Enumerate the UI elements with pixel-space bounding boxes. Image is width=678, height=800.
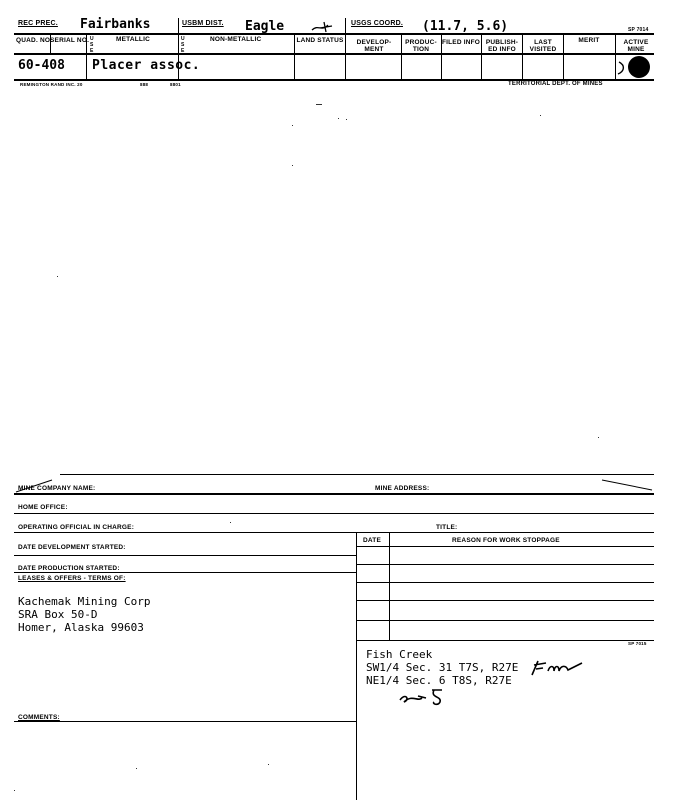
operating-official-label: OPERATING OFFICIAL IN CHARGE: (18, 524, 135, 531)
usbm-dist-value: Eagle (245, 19, 285, 34)
handwritten-initials-icon (528, 655, 584, 679)
usgs-coord-value: (11.7, 5.6) (422, 19, 509, 34)
location-lines (366, 648, 518, 687)
footer-department: TERRITORIAL DEPT. OF MINES (508, 81, 603, 87)
non-metallic-header: NON-METALLIC (210, 36, 262, 43)
home-office-label: HOME OFFICE: (18, 504, 68, 511)
leases-offers-label: LEASES & OFFERS - TERMS OF: (18, 575, 126, 582)
leases-lines (18, 595, 150, 634)
development-header: DEVELOP- MENT (356, 39, 392, 53)
leases-line-1: Kachemak Mining Corp (18, 595, 151, 608)
handwritten-signature-icon (396, 686, 454, 708)
last-visited-header: LAST VISITED (529, 39, 557, 53)
usgs-coord-label: USGS COORD. (351, 20, 403, 27)
metallic-value: Placer assoc. (92, 58, 201, 73)
serial-no-header: SERIAL NO. (50, 37, 90, 44)
production-header: PRODUC- TION (405, 39, 437, 53)
footer-code-2: 8801 (170, 82, 181, 87)
comments-label: COMMENTS: (18, 714, 60, 721)
title-label: TITLE: (436, 524, 458, 531)
reason-column-header: REASON FOR WORK STOPPAGE (452, 537, 560, 544)
published-info-header: PUBLISH- ED INFO (485, 39, 519, 53)
usbm-dist-label: USBM DIST. (182, 20, 224, 27)
form-number-bottom: SP 7015 (628, 641, 647, 646)
quad-no-header: QUAD. NO. (16, 37, 53, 44)
use-header-metallic: U S E (90, 36, 94, 54)
mine-address-label: MINE ADDRESS: (375, 485, 430, 492)
land-status-header: LAND STATUS (296, 37, 344, 44)
leases-line-3: Homer, Alaska 99603 (18, 621, 144, 634)
active-mine-header: ACTIVE MINE (623, 39, 649, 53)
use-header-nonmetallic: U S E (181, 36, 185, 54)
quad-serial-value: 60-408 (18, 58, 65, 73)
merit-header: MERIT (578, 37, 600, 44)
footer-printer: REMINGTON RAND INC. 20 (20, 82, 83, 87)
form-number: SP 7014 (628, 27, 649, 33)
active-mine-check-icon (616, 60, 628, 76)
filed-info-header: FILED INFO (441, 39, 481, 46)
handwritten-mark-icon (310, 20, 336, 34)
rec-prec-value: Fairbanks (80, 17, 151, 32)
active-mine-dot-icon (628, 56, 650, 78)
location-line-1: Fish Creek (366, 648, 433, 661)
leases-line-2: SRA Box 50-D (18, 608, 98, 621)
location-line-3: NE1/4 Sec. 6 T8S, R27E (366, 674, 512, 687)
date-production-started-label: DATE PRODUCTION STARTED: (18, 565, 120, 572)
mine-company-name-label: MINE COMPANY NAME: (18, 485, 96, 492)
rec-prec-label: REC PREC. (18, 20, 58, 27)
corner-slash-right-icon (600, 476, 654, 492)
metallic-header: METALLIC (116, 36, 150, 43)
date-development-started-label: DATE DEVELOPMENT STARTED: (18, 544, 126, 551)
location-line-2: SW1/4 Sec. 31 T7S, R27E (366, 661, 519, 674)
footer-code-1: 888 (140, 82, 149, 87)
date-column-header: DATE (363, 537, 382, 544)
